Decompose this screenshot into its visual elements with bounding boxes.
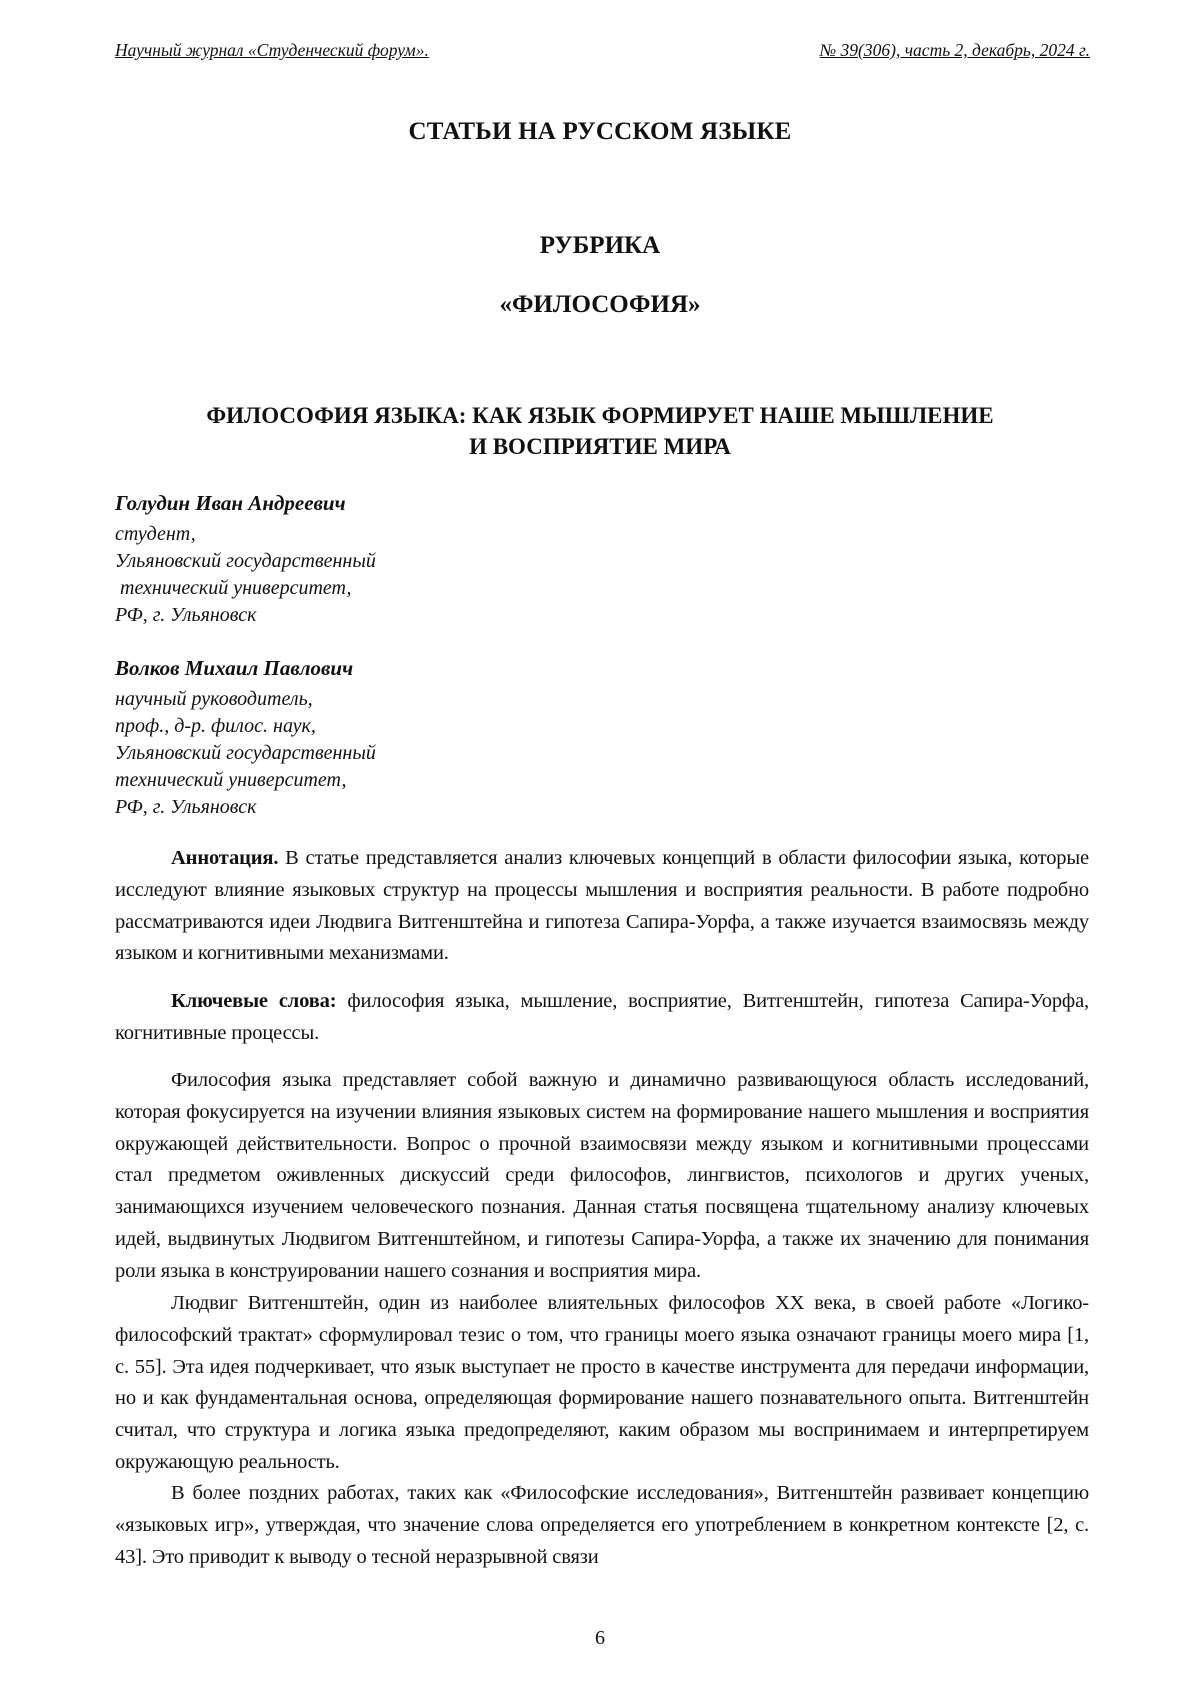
author-affiliation: технический университет, (115, 577, 352, 599)
body-paragraph: В более поздних работах, таких как «Философские исследования», Витгенштейн развивает концепцию «языковых игр», утверждая, что значение слова определяется его употреблением в конкретном контексте [2, с. 43]. Это приводит к выводу о тесной неразрывной связи (115, 1482, 1089, 1568)
body-paragraph: Людвиг Витгенштейн, один из наиболее влиятельных философов XX века, в своей работе «Логико-философский трактат» сформулировал тезис о том, что границы моего языка означают границы моего мира [1, с. 55]. Эта идея подчеркивает, что язык выступает не просто в качестве инструмента для передачи информации, но и как фундаментальная основа, определяющая формирование нашего познавательного опыта. Витгенштейн считал, что структура и логика языка предопределяют, каким образом мы воспринимаем и интерпретируем окружающую реальность. (115, 1292, 1089, 1473)
rubric-name: «ФИЛОСОФИЯ» (499, 291, 701, 318)
author-location: РФ, г. Ульяновск (115, 796, 257, 818)
body-paragraph: Философия языка представляет собой важную и динамично развивающуюся область исследований, которая фокусируется на изучении влияния языковых систем на формирование нашего мышления и восприятия окружающей действительности. Вопрос о прочной взаимосвязи между языком и когнитивными процессами стал предметом оживленных дискуссий среди философов, лингвистов, психологов и других ученых, занимающихся изучением человеческого познания. Данная статья посвящена тщательному анализу ключевых идей, выдвинутых Людвигом Витгенштейном, и гипотезы Сапира-Уорфа, а также их значению для понимания роли языка в конструировании нашего сознания и восприятия мира. (115, 1069, 1089, 1282)
section-title: СТАТЬИ НА РУССКОМ ЯЗЫКЕ (408, 118, 792, 145)
running-header (115, 40, 1090, 61)
abstract-text: В статье представляется анализ ключевых концепций в области философии языка, которые исследуют влияние языковых структур на процессы мышления и восприятия реальности. В работе подробно рассматриваются идеи Людвига Витгенштейна и гипотеза Сапира-Уорфа, а также изучается взаимосвязь между языком и когнитивными механизмами. (115, 847, 1089, 965)
author-block (115, 654, 715, 821)
journal-name: Научный журнал «Студенческий форум». (115, 40, 429, 60)
page-number: 6 (595, 1627, 605, 1649)
author-position: студент, (115, 523, 196, 545)
rubric-label: РУБРИКА (539, 232, 661, 259)
author-block (115, 489, 715, 629)
author-name: Голудин Иван Андреевич (115, 491, 346, 515)
article-title (0, 400, 1200, 462)
abstract-label: Аннотация. (171, 847, 279, 869)
author-degree: проф., д-р. филос. наук, (115, 715, 316, 737)
article-title-line: И ВОСПРИЯТИЕ МИРА (469, 434, 731, 459)
keywords-text: философия языка, мышление, восприятие, Витгенштейн, гипотеза Сапира-Уорфа, когнитивные процессы. (115, 990, 1089, 1044)
keywords (115, 986, 1089, 1050)
author-location: РФ, г. Ульяновск (115, 604, 257, 626)
abstract (115, 843, 1089, 970)
author-affiliation: технический университет, (115, 769, 347, 791)
author-position: научный руководитель, (115, 688, 313, 710)
keywords-label: Ключевые слова: (171, 990, 337, 1012)
author-affiliation: Ульяновский государственный (115, 742, 376, 764)
issue-info: № 39(306), часть 2, декабрь, 2024 г. (819, 40, 1090, 60)
author-name: Волков Михаил Павлович (115, 656, 354, 680)
article-title-line: ФИЛОСОФИЯ ЯЗЫКА: КАК ЯЗЫК ФОРМИРУЕТ НАШЕ МЫШЛЕНИЕ (206, 403, 994, 428)
author-affiliation: Ульяновский государственный (115, 550, 376, 572)
